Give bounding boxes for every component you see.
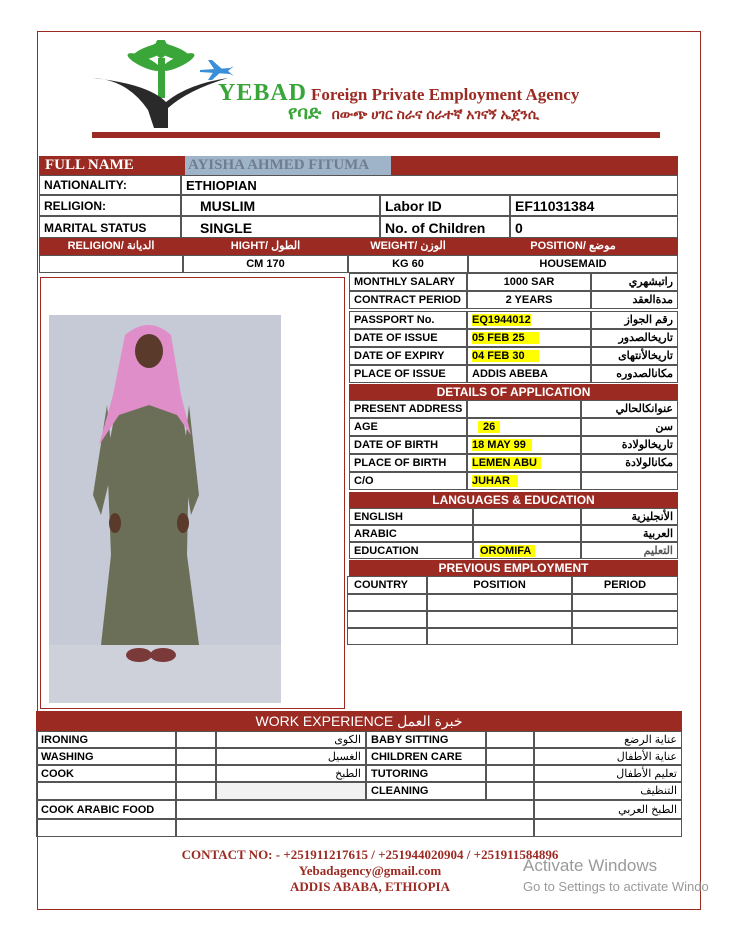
cook-check[interactable] <box>176 765 216 782</box>
work-empty-row-a[interactable] <box>36 819 176 837</box>
application-title: DETAILS OF APPLICATION <box>349 384 678 400</box>
washing-ar: الغسيل <box>216 748 366 765</box>
application-table <box>349 400 678 490</box>
work-title: WORK EXPERIENCE خبرة العمل <box>36 711 682 731</box>
children-care-label: CHILDREN CARE <box>366 748 486 765</box>
expiry-ar: تاريخالأنتهاى <box>591 347 678 365</box>
previous-table <box>347 576 678 646</box>
passport-value-cell <box>467 311 591 329</box>
baby-sitting-label: BABY SITTING <box>366 731 486 748</box>
prev-row-2-country <box>347 611 427 628</box>
arabic-value <box>473 525 581 542</box>
washing-check[interactable] <box>176 748 216 765</box>
period-value: 2 YEARS <box>467 291 591 309</box>
blank-ar <box>216 782 366 800</box>
header-divider <box>92 132 660 138</box>
full-name-value: AYISHA AHMED FITUMA <box>185 156 391 175</box>
religion-attr-value <box>39 255 183 273</box>
age-ar: سن <box>581 418 678 436</box>
height-value: CM 170 <box>183 255 348 273</box>
prev-row-1-country <box>347 594 427 611</box>
blank-label <box>36 782 176 800</box>
arabic-ar: العربية <box>581 525 678 542</box>
address-line: ADDIS ABABA, ETHIOPIA <box>289 879 450 894</box>
education-label: EDUCATION <box>349 542 473 559</box>
dob-ar: تاريخالولادة <box>581 436 678 454</box>
position-header: POSITION/ موضع <box>530 240 616 252</box>
pob-value-cell <box>467 454 581 472</box>
prev-row-3-period <box>572 628 678 645</box>
salary-label: MONTHLY SALARY <box>349 273 467 291</box>
education-value-cell <box>473 542 581 559</box>
work-empty-row-c[interactable] <box>534 819 682 837</box>
languages-title: LANGUAGES & EDUCATION <box>349 492 678 508</box>
labor-id-value: EF11031384 <box>510 195 678 216</box>
position-value: HOUSEMAID <box>468 255 678 273</box>
expiry-value: 04 FEB 30 <box>472 350 539 362</box>
english-value <box>473 508 581 525</box>
passport-label: PASSPORT No. <box>349 311 467 329</box>
co-ar <box>581 472 678 490</box>
salary-value: 1000 SAR <box>467 273 591 291</box>
education-ar: التعليم <box>581 542 678 559</box>
weight-value: KG 60 <box>348 255 468 273</box>
prev-row-2-position <box>427 611 572 628</box>
dob-value: 18 MAY 99 <box>472 439 532 451</box>
agency-ethiopic-rest: በውጭ ሀገር ስራና ሰራተኛ አገናኝ ኤጀንሲ <box>331 106 540 122</box>
place-issue-value: ADDIS ABEBA <box>467 365 591 383</box>
agency-ethiopic-name: የባድ <box>288 103 322 124</box>
issue-ar: تاريخالصدور <box>591 329 678 347</box>
expiry-label: DATE OF EXPIRY <box>349 347 467 365</box>
cleaning-ar: التنظيف <box>534 782 682 800</box>
age-value: 26 <box>478 421 500 433</box>
languages-table <box>349 508 678 560</box>
baby-sitting-check[interactable] <box>486 731 534 748</box>
salary-ar: راتبشهري <box>591 273 678 291</box>
period-header: PERIOD <box>572 576 678 594</box>
marital-label: MARITAL STATUS <box>39 216 181 238</box>
issue-value: 05 FEB 25 <box>472 332 539 344</box>
age-label: AGE <box>349 418 467 436</box>
cook-arabic-label: COOK ARABIC FOOD <box>36 800 176 819</box>
cleaning-check[interactable] <box>486 782 534 800</box>
cook-ar: الطبخ <box>216 765 366 782</box>
prev-row-1-position <box>427 594 572 611</box>
religion-label: RELIGION: <box>39 195 181 216</box>
age-value-cell <box>467 418 581 436</box>
prev-row-1-period <box>572 594 678 611</box>
weight-header: WEIGHT/ الوزن <box>370 240 446 252</box>
arabic-label: ARABIC <box>349 525 473 542</box>
cleaning-label: CLEANING <box>366 782 486 800</box>
marital-value: SINGLE <box>181 216 380 238</box>
labor-id-label: Labor ID <box>380 195 510 216</box>
tutoring-ar: تعليم الأطفال <box>534 765 682 782</box>
co-value-cell <box>467 472 581 490</box>
education-value: OROMIFA <box>480 545 535 557</box>
place-issue-label: PLACE OF ISSUE <box>349 365 467 383</box>
period-label: CONTRACT PERIOD <box>349 291 467 309</box>
email-line[interactable]: Yebadagency@gmail.com <box>298 863 442 878</box>
religion-header: RELIGION/ الديانة <box>67 240 155 252</box>
agency-prefix: YEBAD <box>218 80 308 106</box>
nationality-value: ETHIOPIAN <box>181 175 678 195</box>
issue-label: DATE OF ISSUE <box>349 329 467 347</box>
tutoring-label: TUTORING <box>366 765 486 782</box>
baby-sitting-ar: عناية الرضع <box>534 731 682 748</box>
pob-ar: مكانالولادة <box>581 454 678 472</box>
prev-row-2-period <box>572 611 678 628</box>
agency-rest: Foreign Private Employment Agency <box>311 85 580 104</box>
washing-label: WASHING <box>36 748 176 765</box>
activate-windows-title: Activate Windows <box>523 856 658 875</box>
english-ar: الأنجليزية <box>581 508 678 525</box>
dob-value-cell <box>467 436 581 454</box>
contact-line: CONTACT NO: - +251911217615 / +251944020904 / +251911584896 <box>181 847 559 862</box>
activate-windows-subtitle: Go to Settings to activate Windo <box>523 879 709 894</box>
cook-arabic-mid[interactable] <box>176 800 534 819</box>
agency-logo <box>88 40 238 130</box>
pob-label: PLACE OF BIRTH <box>349 454 467 472</box>
palm-plane-logo-icon <box>88 40 238 130</box>
issue-value-cell <box>467 329 591 347</box>
cook-label: COOK <box>36 765 176 782</box>
prev-row-3-position <box>427 628 572 645</box>
expiry-value-cell <box>467 347 591 365</box>
passport-value: EQ1944012 <box>472 314 531 326</box>
tutoring-check[interactable] <box>486 765 534 782</box>
agency-name-ethiopic <box>288 103 708 125</box>
work-table <box>36 731 682 837</box>
passport-ar: رقم الجواز <box>591 311 678 329</box>
ironing-ar: الكوى <box>216 731 366 748</box>
cook-arabic-ar: الطبخ العربي <box>534 800 682 819</box>
full-name-label: FULL NAME <box>39 156 181 175</box>
children-value: 0 <box>510 216 678 238</box>
dob-label: DATE OF BIRTH <box>349 436 467 454</box>
height-header: HIGHT/ الطول <box>230 240 301 252</box>
address-ar: عنوانكالحالي <box>581 400 678 418</box>
children-care-ar: عناية الأطفال <box>534 748 682 765</box>
address-label: PRESENT ADDRESS <box>349 400 467 418</box>
pob-value: LEMEN ABU <box>472 457 541 469</box>
ironing-check[interactable] <box>176 731 216 748</box>
address-value <box>467 400 581 418</box>
previous-title: PREVIOUS EMPLOYMENT <box>349 560 678 576</box>
co-label: C/O <box>349 472 467 490</box>
country-header: COUNTRY <box>347 576 427 594</box>
person-photo-icon <box>49 315 281 703</box>
english-label: ENGLISH <box>349 508 473 525</box>
nationality-label: NATIONALITY: <box>39 175 181 195</box>
co-value: JUHAR <box>472 475 518 487</box>
ironing-label: IRONING <box>36 731 176 748</box>
place-issue-ar: مكانالصدوره <box>591 365 678 383</box>
work-empty-row-b[interactable] <box>176 819 534 837</box>
candidate-photo <box>49 315 281 703</box>
blank-check[interactable] <box>176 782 216 800</box>
prev-row-3-country <box>347 628 427 645</box>
children-care-check[interactable] <box>486 748 534 765</box>
period-ar: مدةالعقد <box>591 291 678 309</box>
contract-table <box>349 273 678 383</box>
children-label: No. of Children <box>380 216 510 238</box>
position-col-header: POSITION <box>427 576 572 594</box>
religion-value: MUSLIM <box>181 195 380 216</box>
